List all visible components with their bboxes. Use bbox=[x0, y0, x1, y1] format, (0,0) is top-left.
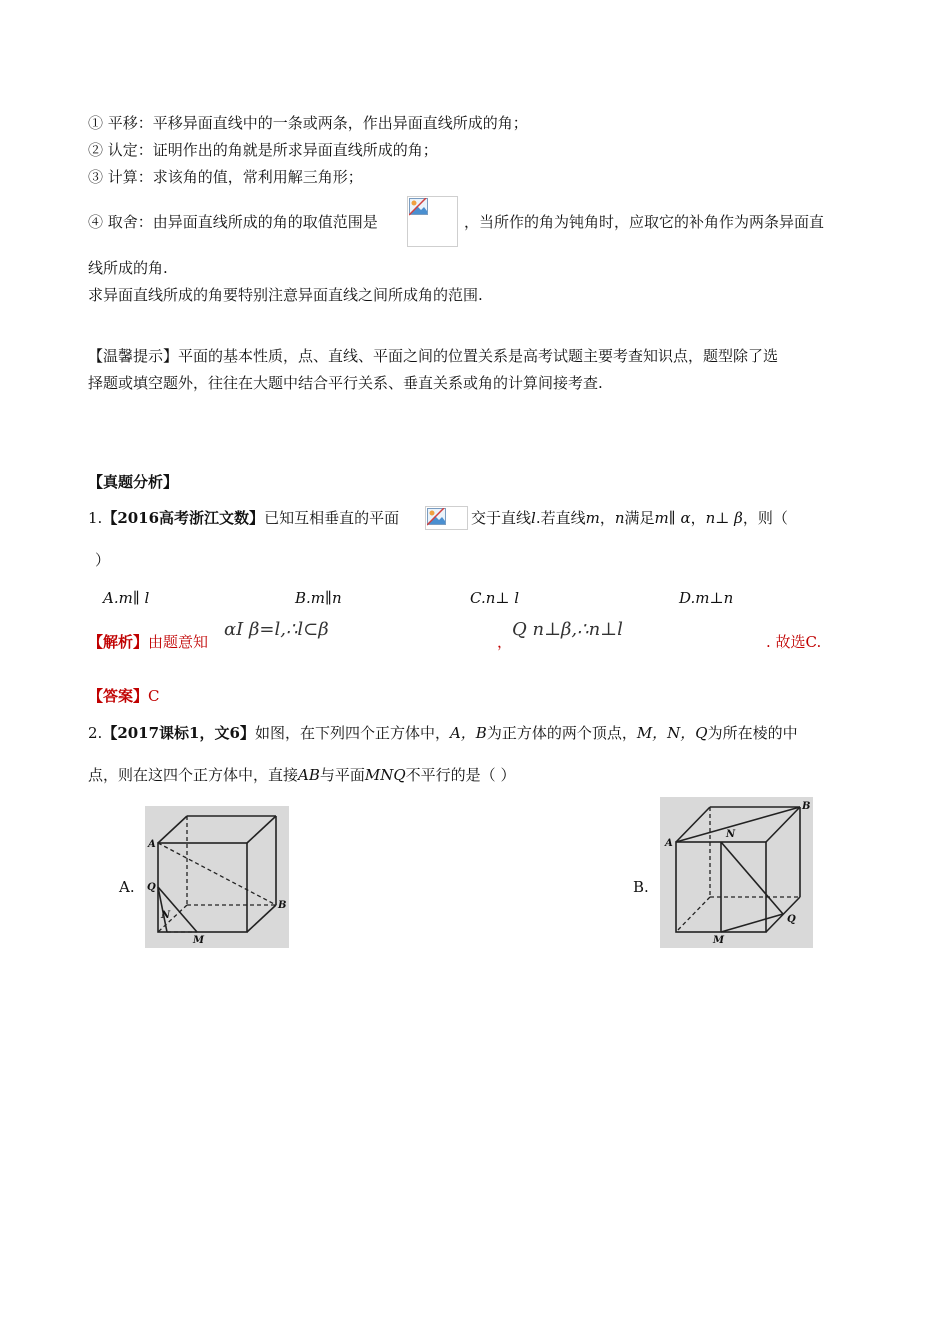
q1-option-c: C.n⊥ l bbox=[470, 589, 520, 607]
q1-analysis-end: . 故选C. bbox=[766, 633, 822, 651]
figb-point-m: M bbox=[713, 935, 725, 946]
q1-option-a: A.m∥ l bbox=[103, 589, 150, 607]
q2-option-b-label: B. bbox=[633, 878, 649, 896]
broken-image-icon bbox=[425, 506, 468, 530]
figb-point-q: Q bbox=[787, 914, 796, 925]
q1-analysis-comma: ， bbox=[497, 633, 513, 651]
q1-close-paren: ） bbox=[95, 551, 111, 569]
q1-option-d: D.m⊥n bbox=[679, 589, 734, 607]
figa-point-n: N bbox=[161, 910, 171, 921]
tip-line-1: 【温馨提示】平面的基本性质，点、直线、平面之间的位置关系是高考试题主要考查知识点，题型除了选 bbox=[88, 347, 779, 365]
q1-equation-1: αI β=l,∴l⊂β bbox=[224, 619, 329, 640]
step-4-text-b: ，当所作的角为钝角时，应取它的补角作为两条异面直 bbox=[464, 213, 825, 231]
step-2: ② 认定：证明作出的角就是所求异面直线所成的角； bbox=[88, 141, 438, 159]
q1-line-1: 1.【2016高考浙江文数】已知互相垂直的平面 bbox=[88, 509, 400, 527]
analysis-label: 【解析】 bbox=[88, 633, 149, 651]
figb-vertex-a: A bbox=[665, 838, 673, 849]
figa-point-m: M bbox=[193, 935, 205, 946]
q2-line-1: 2.【2017课标1，文6】如图，在下列四个正方体中，A，B为正方体的两个顶点，M，N，Q为所在棱的中 bbox=[88, 724, 798, 742]
cube-figure-b bbox=[660, 797, 813, 948]
broken-image-icon bbox=[407, 196, 458, 247]
step-4-text-a: ④ 取舍：由异面直线所成的角的取值范围是 bbox=[88, 213, 378, 231]
figa-vertex-b: B bbox=[278, 900, 287, 911]
q2-option-a-label: A. bbox=[119, 878, 135, 896]
q1-line-1-rest: 交于直线l.若直线m，n满足m∥ α，n⊥ β，则（ bbox=[471, 509, 788, 527]
step-3: ③ 计算：求该角的值，常利用解三角形； bbox=[88, 168, 363, 186]
tip-label: 【温馨提示】 bbox=[88, 347, 179, 365]
figb-point-n: N bbox=[726, 829, 736, 840]
figb-vertex-b: B bbox=[802, 801, 811, 812]
q1-option-b: B.m∥n bbox=[295, 589, 342, 607]
section-title: 【真题分析】 bbox=[88, 473, 179, 491]
figa-point-q: Q bbox=[147, 882, 156, 893]
step-4-text-c: 线所成的角. bbox=[88, 259, 168, 277]
figa-vertex-a: A bbox=[148, 839, 156, 850]
step-1: ① 平移：平移异面直线中的一条或两条，作出异面直线所成的角； bbox=[88, 114, 528, 132]
cube-figure-a bbox=[145, 806, 289, 948]
tip-line-2: 择题或填空题外，往往在大题中结合平行关系、垂直关系或角的计算间接考查. bbox=[88, 374, 603, 392]
q1-answer: 【答案】C bbox=[88, 687, 160, 705]
angle-range-note: 求异面直线所成的角要特别注意异面直线之间所成角的范围. bbox=[88, 286, 483, 304]
q1-analysis: 【解析】由题意知 bbox=[88, 633, 209, 651]
q2-line-2: 点，则在这四个正方体中，直接AB与平面MNQ不平行的是（ ） bbox=[88, 766, 516, 784]
q1-equation-2: Q n⊥β,∴n⊥l bbox=[512, 619, 623, 640]
answer-label: 【答案】 bbox=[88, 687, 149, 705]
